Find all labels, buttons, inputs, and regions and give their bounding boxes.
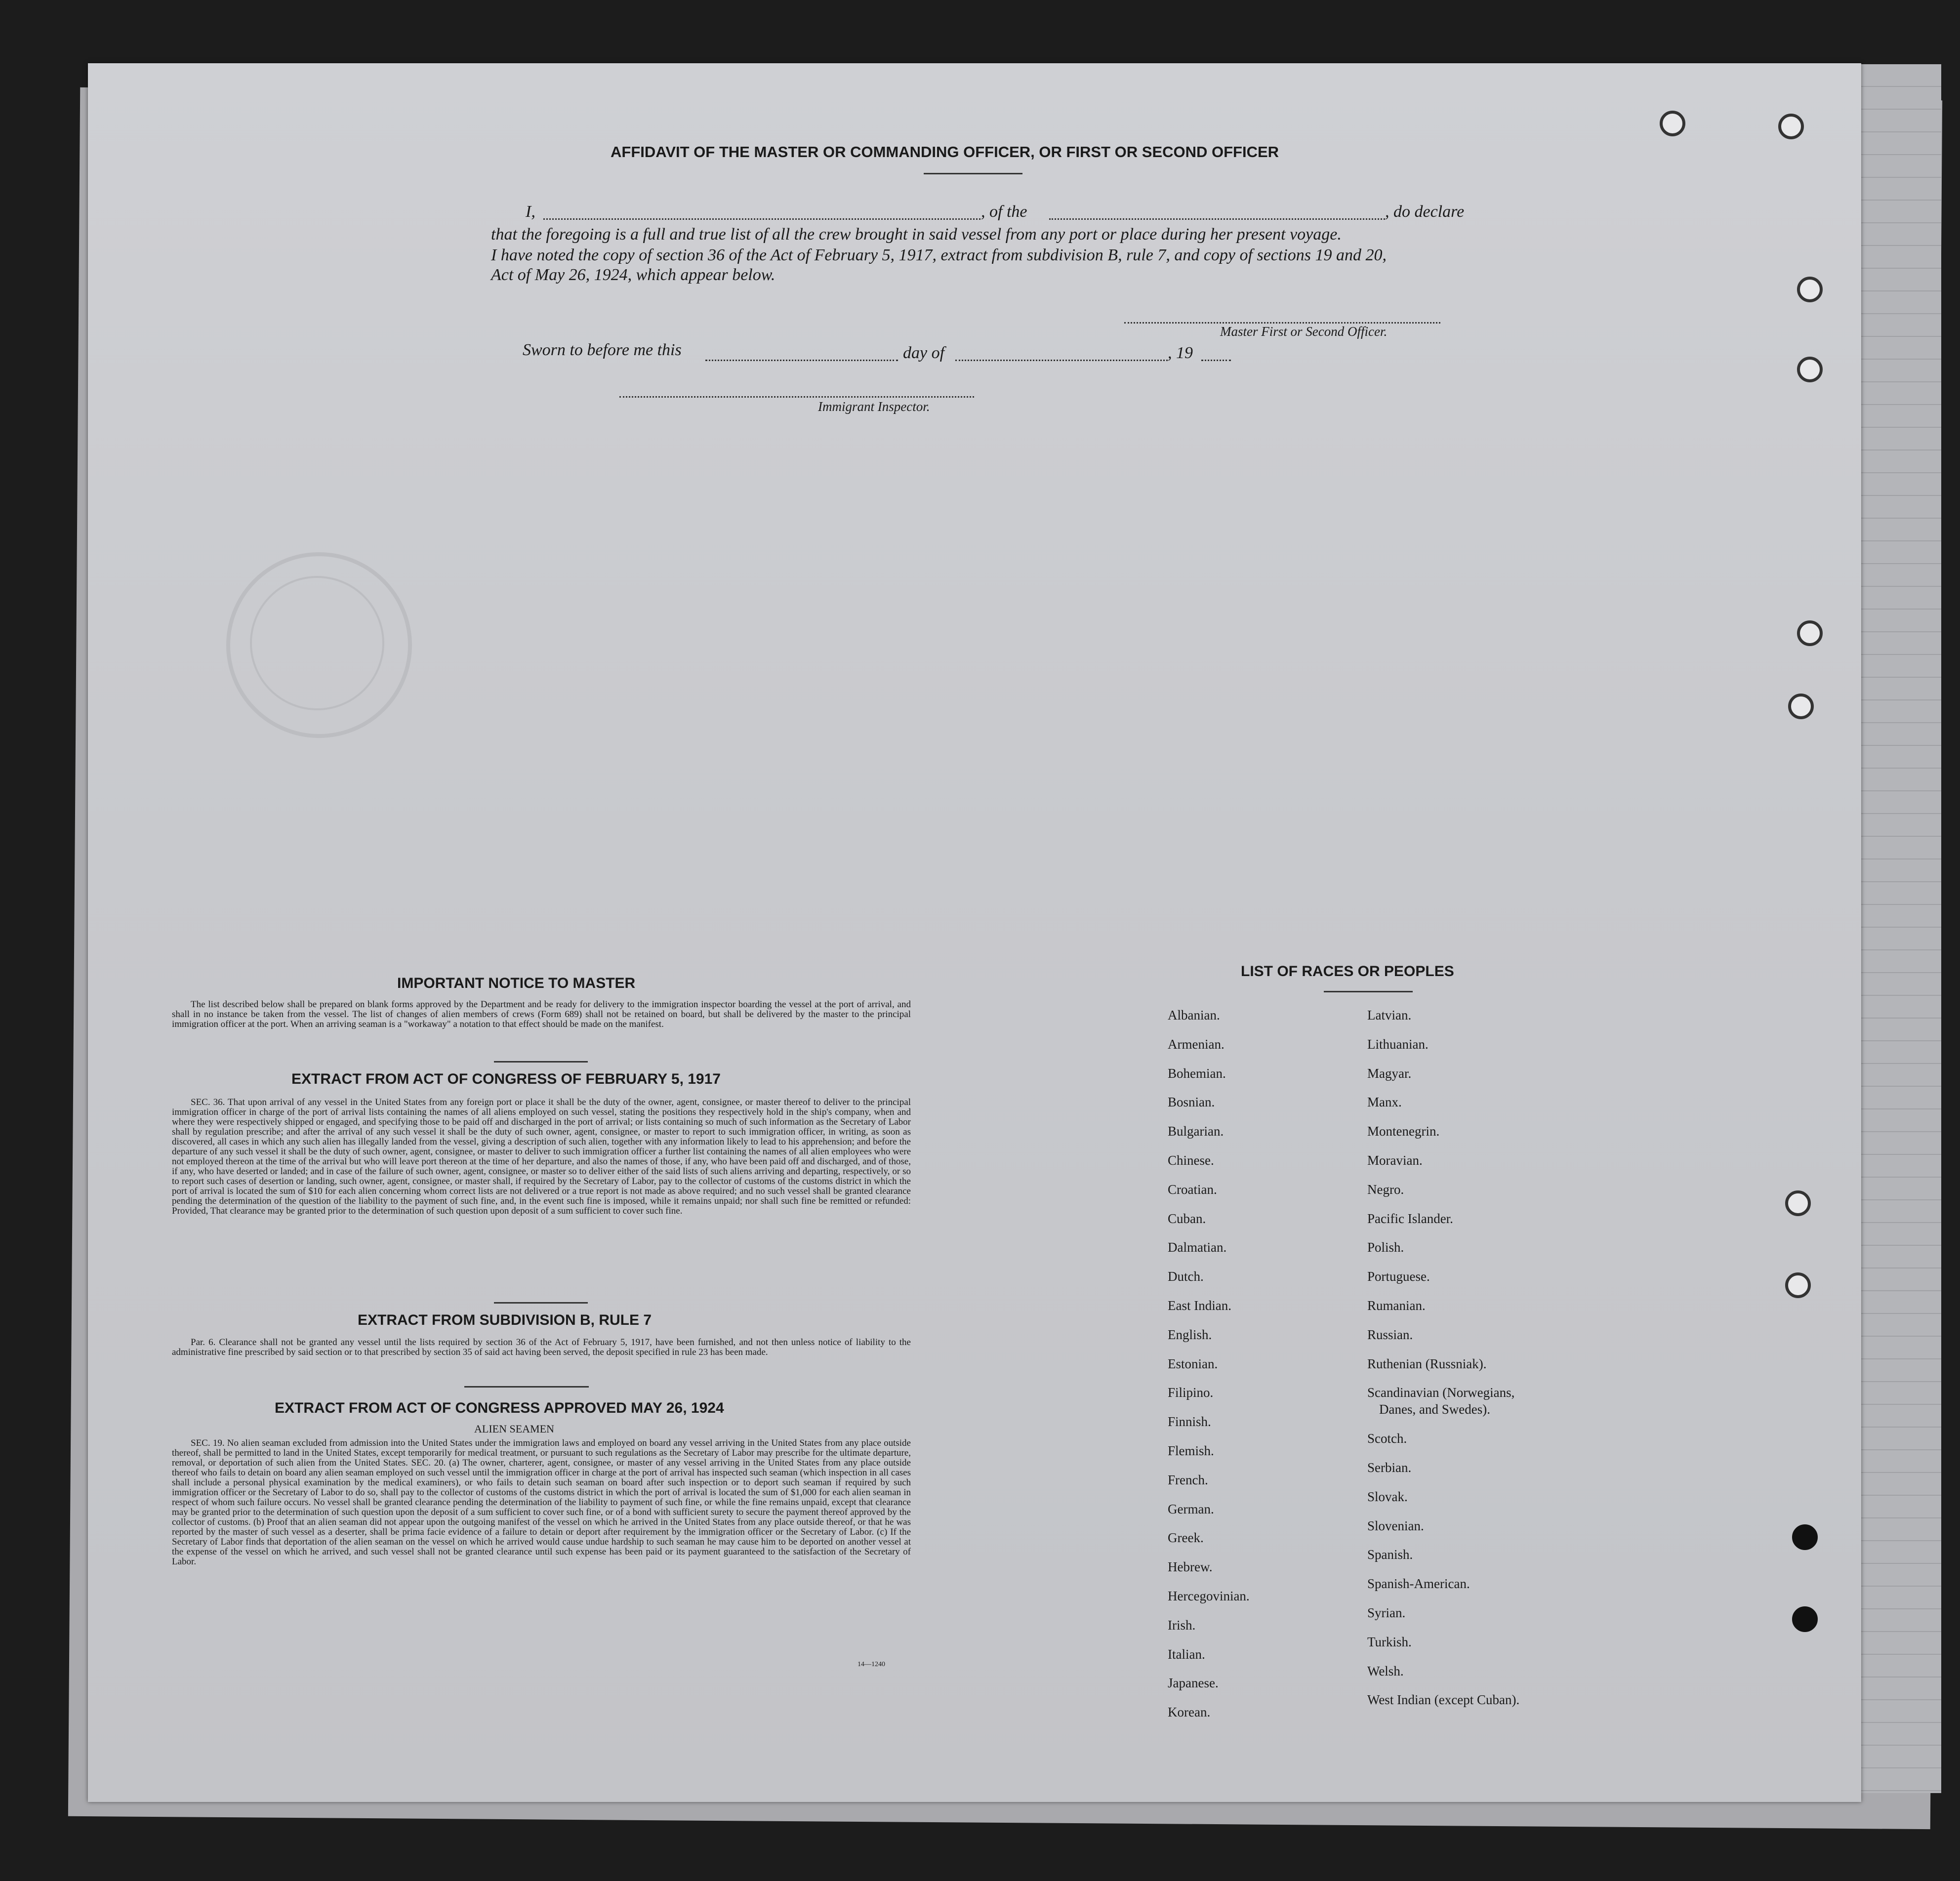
affidavit-do-declare: , do declare bbox=[1385, 203, 1465, 221]
punch-hole bbox=[1797, 357, 1823, 382]
race-item: Finnish. bbox=[1168, 1414, 1211, 1430]
race-item: Negro. bbox=[1367, 1182, 1404, 1197]
extract-1924-subtitle: ALIEN SEAMEN bbox=[474, 1423, 554, 1435]
race-item: German. bbox=[1168, 1501, 1214, 1516]
race-item: Latvian. bbox=[1367, 1008, 1412, 1022]
race-item: English. bbox=[1168, 1327, 1212, 1342]
race-item: Russian. bbox=[1367, 1327, 1413, 1342]
race-item: Lithuanian. bbox=[1367, 1036, 1429, 1052]
extract-1924-title: EXTRACT FROM ACT OF CONGRESS APPROVED MAY 26, 1924 bbox=[275, 1400, 724, 1416]
race-item: Montenegrin. bbox=[1367, 1124, 1440, 1139]
race-item: Slovenian. bbox=[1367, 1518, 1424, 1533]
punch-hole bbox=[1792, 1524, 1818, 1550]
punch-hole bbox=[1797, 620, 1823, 646]
race-item: Scandinavian (Norwegians, bbox=[1367, 1385, 1515, 1400]
race-item: Portuguese. bbox=[1367, 1269, 1430, 1284]
punch-hole bbox=[1788, 694, 1814, 719]
punch-hole bbox=[1660, 111, 1685, 136]
affidavit-of-the: , of the bbox=[981, 203, 1027, 221]
section-divider bbox=[494, 1061, 588, 1063]
race-item: Irish. bbox=[1168, 1617, 1196, 1633]
race-item: Bulgarian. bbox=[1168, 1124, 1224, 1139]
race-item: Hebrew. bbox=[1168, 1559, 1213, 1575]
race-item: Scotch. bbox=[1367, 1431, 1407, 1446]
affidavit-line-1: that the foregoing is a full and true list of all the crew brought in said vessel from any port or place during her present voyage. bbox=[491, 225, 1342, 244]
form-number: 14—1240 bbox=[858, 1661, 885, 1668]
punch-hole bbox=[1785, 1190, 1811, 1216]
day-of-label: day of bbox=[903, 344, 945, 362]
notice-title: IMPORTANT NOTICE TO MASTER bbox=[397, 975, 636, 991]
sworn-month-line[interactable] bbox=[955, 360, 1168, 361]
punch-hole bbox=[1785, 1272, 1811, 1298]
race-item: French. bbox=[1168, 1472, 1208, 1487]
race-item: Japanese. bbox=[1168, 1676, 1219, 1691]
race-item: Serbian. bbox=[1367, 1460, 1412, 1475]
race-item: Hercegovinian. bbox=[1168, 1589, 1250, 1603]
race-item: Welsh. bbox=[1367, 1663, 1404, 1678]
race-item: Dutch. bbox=[1168, 1269, 1204, 1284]
race-item: Polish. bbox=[1367, 1240, 1404, 1255]
affidavit-title-rule bbox=[924, 173, 1022, 174]
race-item: Estonian. bbox=[1168, 1356, 1218, 1371]
section-divider bbox=[464, 1386, 589, 1388]
race-item: Bosnian. bbox=[1168, 1095, 1215, 1110]
race-item: Greek. bbox=[1168, 1530, 1204, 1546]
sworn-year-line[interactable] bbox=[1201, 360, 1231, 361]
punch-hole bbox=[1778, 114, 1804, 139]
master-signature-line[interactable] bbox=[1124, 322, 1440, 324]
race-item: Croatian. bbox=[1168, 1182, 1217, 1197]
race-item: Armenian. bbox=[1168, 1036, 1225, 1052]
race-item: Albanian. bbox=[1168, 1008, 1220, 1022]
sworn-label: Sworn to before me this bbox=[523, 341, 682, 359]
race-item: Chinese. bbox=[1168, 1153, 1214, 1168]
adjacent-ledger-edge bbox=[1857, 64, 1941, 1793]
race-item: Rumanian. bbox=[1367, 1298, 1426, 1313]
master-signature-label: Master First or Second Officer. bbox=[1220, 324, 1388, 339]
extract-1917-body: SEC. 36. That upon arrival of any vessel in the United States from any foreign port or place it shall be the duty of the owner, agent, consignee, or master thereof to deliver to the principal immigration officer in charge of the port of arrival lists containing the names of all aliens employed on such vessel, stating the positions they respectively hold in the ship's company, when and where they were respectively shipped or engaged, and specifying those to be paid off and discharged in the port of arrival; or lists containing so much of such information as the Secretary of Labor shall by regulation prescribe; and after the arrival of any such vessel it shall be the duty of such owner, agent, consignee, or master to report to such immigration officer, in writing, as soon as discovered, all cases in which any such alien has illegally landed from the vessel, giving a description of such alien, together with any information likely to lead to his apprehension; and before the departure of any such vessel it shall be the duty of such owner, agent, consignee, or master to deliver to such immigration officer a further list containing the names of all alien employees who were not employed thereon at the time of the arrival but who will leave port thereon at the time of her departure, and also the names of those, if any, who have been paid off and discharged, and of those, if any, who have deserted or landed; and in case of the failure of such owner, agent, consignee, or master so to deliver either of the said lists of such aliens arriving and departing, respectively, or so to report such cases of desertion or landing, such owner, agent, consignee, or master shall, if required by the Secretary of Labor, pay to the collector of customs of the customs district in which the port of arrival is located the sum of $10 for each alien concerning whom correct lists are not delivered or a true report is not made as above required; and no such vessel shall be granted clearance pending the determination of the question of the liability to the payment of such fine, and, in the event such fine is imposed, while it remains unpaid; nor shall such fine be remitted or refunded: Provided, That clearance may be granted prior to the determination of such question upon deposit of a sum sufficient to cover such fine. bbox=[172, 1097, 911, 1216]
race-item: East Indian. bbox=[1168, 1298, 1231, 1313]
race-item: Manx. bbox=[1367, 1095, 1402, 1110]
affidavit-i-label: I, bbox=[526, 203, 535, 221]
race-item: Dalmatian. bbox=[1168, 1240, 1227, 1255]
inspector-label: Immigrant Inspector. bbox=[818, 399, 930, 414]
affidavit-title: AFFIDAVIT OF THE MASTER OR COMMANDING OFFICER, OR FIRST OR SECOND OFFICER bbox=[611, 143, 1279, 161]
master-name-line[interactable] bbox=[543, 218, 980, 220]
race-item: Turkish. bbox=[1367, 1634, 1412, 1649]
affidavit-line-3: Act of May 26, 1924, which appear below. bbox=[491, 266, 776, 284]
race-item: Pacific Islander. bbox=[1367, 1211, 1453, 1226]
inspector-signature-line[interactable] bbox=[619, 396, 974, 398]
race-item: Filipino. bbox=[1168, 1385, 1214, 1400]
extract-1924-body: SEC. 19. No alien seaman excluded from admission into the United States under the immigration laws and employed on board any vessel arriving in the United States from any place outside thereof, shall be permitted to land in the United States, except temporarily for medical treatment, or pursuant to such regulations as the Secretary of Labor may prescribe for the ultimate departure, removal, or deportation of such alien from the United States. SEC. 20. (a) The owner, charterer, agent, consignee, or master of any vessel arriving in the United States from any place outside thereof who fails to detain on board any alien seaman employed on such vessel until the immigration officer in charge at the port of arrival has inspected such seaman (which inspection in all cases shall include a personal physical examination by the medical examiners), or who fails to detain such seaman on board after such inspection or to deport such seaman if required by such immigration officer or the Secretary of Labor to do so, shall pay to the collector of customs of the customs district in which the port of arrival is located the sum of $1,000 for each alien seaman in respect of whom such failure occurs. No vessel shall be granted clearance pending the determination of the liability to payment of such fine, or while the fine remains unpaid, except that clearance may be granted prior to the determination of such question upon the deposit of a sum sufficient to cover such fine, or of a bond with sufficient surety to secure the payment thereof approved by the collector of customs. (b) Proof that an alien seaman did not appear upon the outgoing manifest of the vessel on which he arrived in the United States from any place outside thereof, or that he was reported by the master of such vessel as a deserter, shall be prima facie evidence of a failure to detain or deport after requirement by the immigration officer or the Secretary of Labor. (c) If the Secretary of Labor finds that deportation of the alien seaman on the vessel on which he arrived would cause undue hardship to such seaman he may cause him to be deported on another vessel at the expense of the vessel on which he arrived, and such vessel shall not be granted clearance until such expense has been paid or its payment guaranteed to the satisfaction of the Secretary of Labor. bbox=[172, 1438, 911, 1567]
race-item: Slovak. bbox=[1367, 1489, 1408, 1504]
race-item: Bohemian. bbox=[1168, 1065, 1226, 1081]
section-divider bbox=[494, 1302, 588, 1304]
races-title: LIST OF RACES OR PEOPLES bbox=[1241, 963, 1454, 980]
year-label: , 19 bbox=[1168, 344, 1193, 362]
punch-hole bbox=[1797, 277, 1823, 302]
race-item: Spanish-American. bbox=[1367, 1576, 1470, 1592]
bleed-through-seal bbox=[226, 552, 412, 738]
race-item: Ruthenian (Russniak). bbox=[1367, 1356, 1487, 1371]
rule7-title: EXTRACT FROM SUBDIVISION B, RULE 7 bbox=[358, 1312, 652, 1328]
race-item: Moravian. bbox=[1367, 1153, 1423, 1168]
race-item: Korean. bbox=[1168, 1705, 1211, 1720]
affidavit-line-2: I have noted the copy of section 36 of the Act of February 5, 1917, extract from subdivision B, rule 7, and copy of sections 19 and 20, bbox=[491, 246, 1387, 264]
punch-hole bbox=[1792, 1606, 1818, 1632]
race-item: Magyar. bbox=[1367, 1065, 1412, 1081]
vessel-name-line[interactable] bbox=[1049, 218, 1385, 220]
race-item: West Indian (except Cuban). bbox=[1367, 1692, 1520, 1708]
extract-1917-title: EXTRACT FROM ACT OF CONGRESS OF FEBRUARY 5, 1917 bbox=[291, 1071, 721, 1087]
race-item: Flemish. bbox=[1168, 1443, 1214, 1458]
race-item: Cuban. bbox=[1168, 1211, 1206, 1226]
rule7-body: Par. 6. Clearance shall not be granted any vessel until the lists required by section 36 of the Act of February 5, 1917, have been furnished, and not then unless notice of liability to the administrative fine prescribed by said section or to that prescribed by section 35 of said act having been served, the deposit specified in rule 23 has been made. bbox=[172, 1337, 911, 1357]
race-item: Syrian. bbox=[1367, 1605, 1406, 1620]
sworn-day-line[interactable] bbox=[705, 360, 898, 361]
notice-body: The list described below shall be prepared on blank forms approved by the Department and be ready for delivery to the immigration inspector boarding the vessel at the port of arrival, and shall in no instance be taken from the vessel. The list of changes of alien members of crews (Form 689) shall not be retained on board, but shall be delivered by the master to the principal immigration officer at the port. When an arriving seaman is a "workaway" a notation to that effect should be made on the manifest. bbox=[172, 999, 911, 1029]
race-item: Danes, and Swedes). bbox=[1379, 1402, 1490, 1417]
race-item: Spanish. bbox=[1367, 1547, 1413, 1562]
races-title-rule bbox=[1324, 991, 1413, 992]
race-item: Italian. bbox=[1168, 1646, 1205, 1662]
